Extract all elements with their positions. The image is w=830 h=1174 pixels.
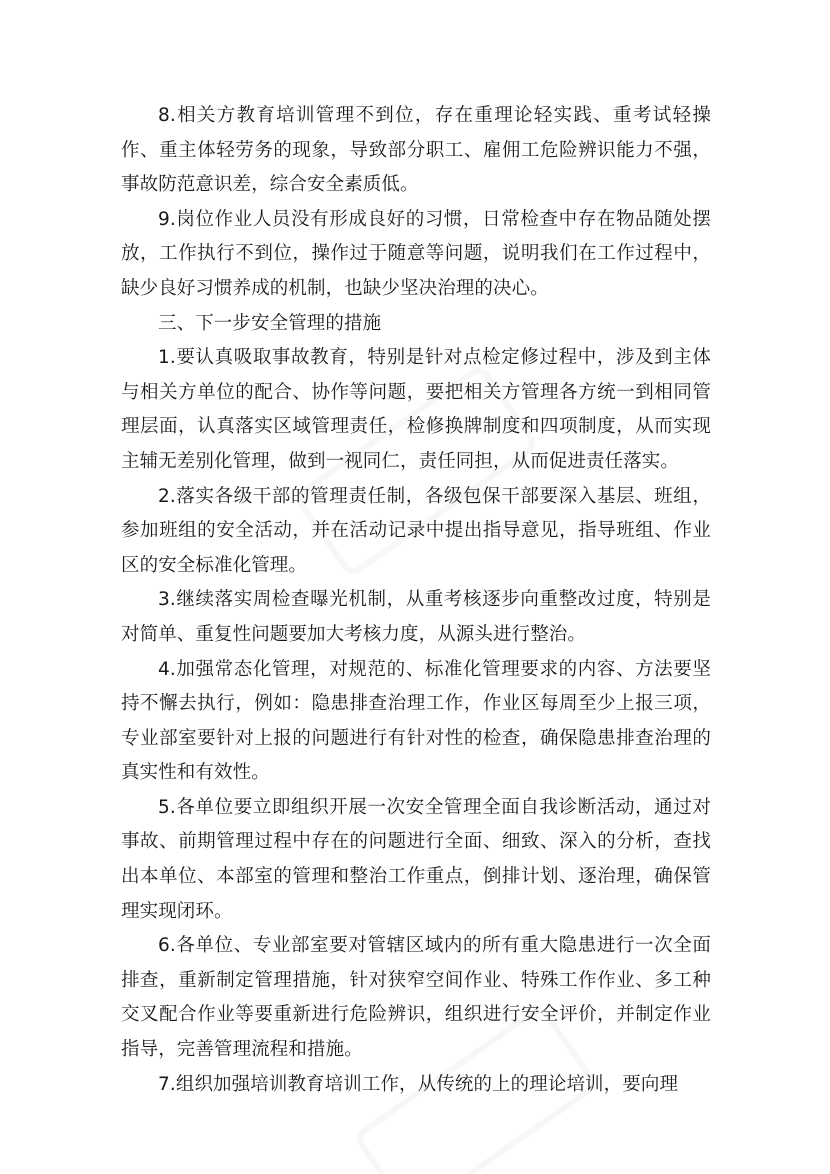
paragraph-measure-6: 6.各单位、专业部室要对管辖区域内的所有重大隐患进行一次全面排查，重新制定管理措施，针对狭窄空间作业、特殊工作作业、多工种交叉配合作业等要重新进行危险辨识，组织进行安全评价，并制定作业指导，完善管理流程和措施。 [121, 935, 711, 1061]
paragraph-measure-2: 2.落实各级干部的管理责任制，各级包保干部要深入基层、班组，参加班组的安全活动，并在活动记录中提出指导意见，指导班组、作业区的安全标准化管理。 [121, 485, 711, 576]
paragraph-item-8: 8.相关方教育培训管理不到位，存在重理论轻实践、重考试轻操作、重主体轻劳务的现象，导致部分职工、雇佣工危险辨识能力不强，事故防范意识差，综合安全素质低。 [121, 105, 711, 196]
paragraph-measure-1: 1.要认真吸取事故教育，特别是针对点检定修过程中，涉及到主体与相关方单位的配合、协作等问题，要把相关方管理各方统一到相同管理层面，认真落实区域管理责任，检修换牌制度和四项制度，从而实现主辅无差别化管理，做到一视同仁，责任同担，从而促进责任落实。 [121, 347, 711, 472]
paragraph-measure-5: 5.各单位要立即组织开展一次安全管理全面自我诊断活动，通过对事故、前期管理过程中存在的问题进行全面、细致、深入的分析，查找出本单位、本部室的管理和整治工作重点，倒排计划、逐治理，确保管理实现闭环。 [121, 796, 711, 922]
paragraph-measure-7: 7.组织加强培训教育培训工作，从传统的上的理论培训，要向理 [158, 1073, 679, 1095]
paragraph-item-9: 9.岗位作业人员没有形成良好的习惯，日常检查中存在物品随处摆放，工作执行不到位，操作过于随意等问题，说明我们在工作过程中，缺少良好习惯养成的机制，也缺少坚决治理的决心。 [121, 208, 711, 299]
section-heading: 三、下一步安全管理的措施 [158, 312, 382, 334]
paragraph-measure-4: 4.加强常态化管理，对规范的、标准化管理要求的内容、方法要坚持不懈去执行，例如：隐患排查治理工作，作业区每周至少上报三项，专业部室要针对上报的问题进行有针对性的检查，确保隐患排查治理的真实性和有效性。 [121, 658, 711, 784]
paragraph-measure-3: 3.继续落实周检查曝光机制，从重考核逐步向重整改过度，特别是对简单、重复性问题要加大考核力度，从源头进行整治。 [121, 589, 711, 645]
document-body [121, 99, 711, 1102]
